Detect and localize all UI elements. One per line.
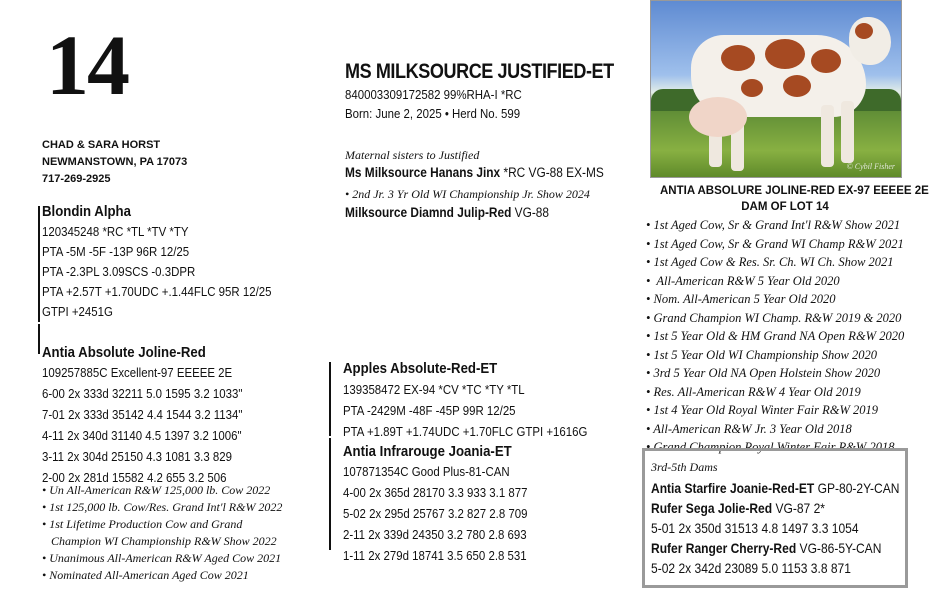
dam-sire-name: Apples Absolute-Red-ET (343, 360, 498, 377)
cow-spot (855, 23, 873, 39)
dam-honor-item: • 1st Aged Cow, Sr & Grand WI Champ R&W 2021 (646, 236, 904, 251)
dams-box-content (651, 478, 899, 578)
dams-box-heading: 3rd-5th Dams (651, 460, 718, 474)
dam-sire-bracket (329, 362, 331, 436)
dam-record-3: 4-11 2x 340d 31140 4.5 1397 3.2 1006" (42, 428, 242, 443)
dam-honor-item: • 1st 5 Year Old WI Championship Show 2020 (646, 347, 878, 362)
dam-honor-1: • Un All-American R&W 125,000 lb. Cow 2022 (42, 483, 271, 497)
dam-sire-line-1: 139358472 EX-94 *CV *TC *TY *TL (343, 382, 525, 397)
dam-record-2: 7-01 2x 333d 35142 4.4 1544 3.2 1134" (42, 407, 243, 422)
sister-1-name: Ms Milksource Hanans Jinx (345, 165, 501, 180)
cow-leg (841, 101, 854, 163)
cow-spot (765, 39, 805, 69)
dam-honor-2: • 1st 125,000 lb. Cow/Res. Grand Int'l R&W 2022 (42, 500, 283, 514)
cow-spot (741, 79, 763, 97)
maternal-sister-1 (345, 165, 604, 180)
second-dam-record-3: 2-11 2x 339d 24350 3.2 780 2.8 693 (343, 527, 527, 542)
sire-block (42, 202, 271, 322)
sire-line-4: PTA +2.57T +1.70UDC +.1.44FLC 95R 12/25 (42, 284, 272, 299)
dam-sire-block (343, 358, 587, 442)
dam-sire-line-2: PTA -2429M -48F -45P 99R 12/25 (343, 403, 516, 418)
cow-spot (811, 49, 841, 73)
dam-honor-item: • Res. All-American R&W 4 Year Old 2019 (646, 384, 861, 399)
dam-honor-item: • 3rd 5 Year Old NA Open Holstein Show 2020 (646, 366, 881, 380)
fifth-dam-name: Rufer Ranger Cherry-Red (651, 540, 797, 556)
second-dam-bracket (329, 438, 331, 550)
second-dam-block (343, 441, 527, 566)
sister-2-name: Milksource Diamnd Julip-Red (345, 205, 512, 220)
second-dam-record-2: 5-02 2x 295d 25767 3.2 827 2.8 709 (343, 506, 528, 521)
animal-born: Born: June 2, 2025 • Herd No. 599 (345, 106, 521, 121)
dam-honor-item: • 1st 4 Year Old Royal Winter Fair R&W 2019 (646, 403, 879, 417)
sister-1-score: *RC VG-88 EX-MS (500, 165, 604, 180)
fourth-dam-name: Rufer Sega Jolie-Red (651, 500, 773, 516)
dam-record-5: 2-00 2x 281d 15582 4.2 655 3.2 506 (42, 470, 227, 485)
dam-honor-item: • 1st Aged Cow, Sr & Grand Int'l R&W Show 2021 (646, 218, 901, 232)
maternal-sister-2 (345, 205, 549, 220)
cow-udder (689, 97, 747, 137)
dams-box (642, 448, 908, 588)
consignor-location: NEWMANSTOWN, PA 17073 (42, 156, 188, 168)
dam-honors-list (646, 216, 904, 457)
sister-2-score: VG-88 (511, 205, 550, 220)
dam-honors (42, 482, 282, 584)
second-dam-reg: 107871354C Good Plus-81-CAN (343, 464, 510, 479)
dam-honor-item: • Grand Champion Royal Winter Fair R&W 2018 (646, 440, 895, 454)
second-dam-record-1: 4-00 2x 365d 28170 3.3 933 3.1 877 (343, 485, 528, 500)
dam-block (42, 343, 242, 488)
third-dam (651, 478, 899, 498)
fifth-dam (651, 538, 899, 558)
sire-line-5: GTPI +2451G (42, 304, 113, 319)
sire-bracket (38, 206, 40, 322)
sire-name: Blondin Alpha (42, 203, 131, 220)
dam-record-1: 6-00 2x 333d 32211 5.0 1595 3.2 1033" (42, 386, 243, 401)
dam-honor-5: • Unanimous All-American R&W Aged Cow 2021 (42, 551, 282, 565)
photo-caption-title: ANTIA ABSOLURE JOLINE-RED EX-97 EEEEE 2E (660, 185, 929, 197)
dam-sire-line-3: PTA +1.89T +1.74UDC +1.70FLC GTPI +1616G (343, 424, 588, 439)
photo-caption (660, 183, 929, 215)
dam-name: Antia Absolute Joline-Red (42, 344, 206, 361)
cow-spot (783, 75, 811, 97)
sire-line-3: PTA -2.3PL 3.09SCS -0.3DPR (42, 264, 196, 279)
dam-honor-4: Champion WI Championship R&W Show 2022 (42, 534, 277, 548)
dam-photo (650, 0, 902, 178)
cow-leg (821, 105, 834, 167)
photo-watermark: © Cybil Fisher (846, 162, 895, 171)
dam-honor-item: • 1st 5 Year Old & HM Grand NA Open R&W 2020 (646, 329, 905, 343)
animal-registration: 840003309172582 99%RHA-I *RC (345, 87, 522, 102)
sister-1-honor: • 2nd Jr. 3 Yr Old WI Championship Jr. Show 2024 (345, 187, 590, 201)
fourth-dam-record: 5-01 2x 350d 31513 4.8 1497 3.3 1054 (651, 520, 859, 536)
fourth-dam (651, 498, 899, 518)
fifth-dam-record: 5-02 2x 342d 23089 5.0 1153 3.8 871 (651, 560, 851, 576)
lot-number: 14 (46, 17, 128, 113)
dam-record-4: 3-11 2x 304d 25150 4.3 1081 3.3 829 (42, 449, 232, 464)
consignor-phone: 717-269-2925 (42, 173, 111, 185)
fourth-dam-score: VG-87 2* (772, 500, 825, 516)
third-dam-name: Antia Starfire Joanie-Red-ET (651, 480, 815, 496)
photo-caption-subtitle: DAM OF LOT 14 (741, 201, 829, 213)
dam-honor-6: • Nominated All-American Aged Cow 2021 (42, 568, 249, 582)
maternal-heading: Maternal sisters to Justified (345, 148, 480, 162)
consignor-name: CHAD & SARA HORST (42, 139, 161, 151)
third-dam-score: GP-80-2Y-CAN (814, 480, 900, 496)
cow-head (849, 17, 891, 65)
dam-honor-3: • 1st Lifetime Production Cow and Grand (42, 517, 243, 531)
dam-bracket (38, 324, 40, 354)
sire-line-1: 120345248 *RC *TL *TV *TY (42, 224, 189, 239)
sire-line-2: PTA -5M -5F -13P 96R 12/25 (42, 244, 190, 259)
dam-honor-item: • 1st Aged Cow & Res. Sr. Ch. WI Ch. Show 2021 (646, 255, 894, 269)
cow-spot (721, 45, 755, 71)
dam-honor-item: • All-American R&W 5 Year Old 2020 (646, 273, 840, 288)
dam-honor-item: • Grand Champion WI Champ. R&W 2019 & 2020 (646, 310, 902, 325)
dam-reg: 109257885C Excellent-97 EEEEE 2E (42, 365, 233, 380)
dam-honor-item: • Nom. All-American 5 Year Old 2020 (646, 292, 836, 306)
fifth-dam-score: VG-86-5Y-CAN (796, 540, 882, 556)
consignor-block (42, 137, 187, 188)
second-dam-record-4: 1-11 2x 279d 18741 3.5 650 2.8 531 (343, 548, 527, 563)
second-dam-name: Antia Infrarouge Joania-ET (343, 443, 512, 460)
animal-name: MS MILKSOURCE JUSTIFIED-ET (345, 60, 614, 83)
dam-honor-item: • All-American R&W Jr. 3 Year Old 2018 (646, 421, 852, 436)
